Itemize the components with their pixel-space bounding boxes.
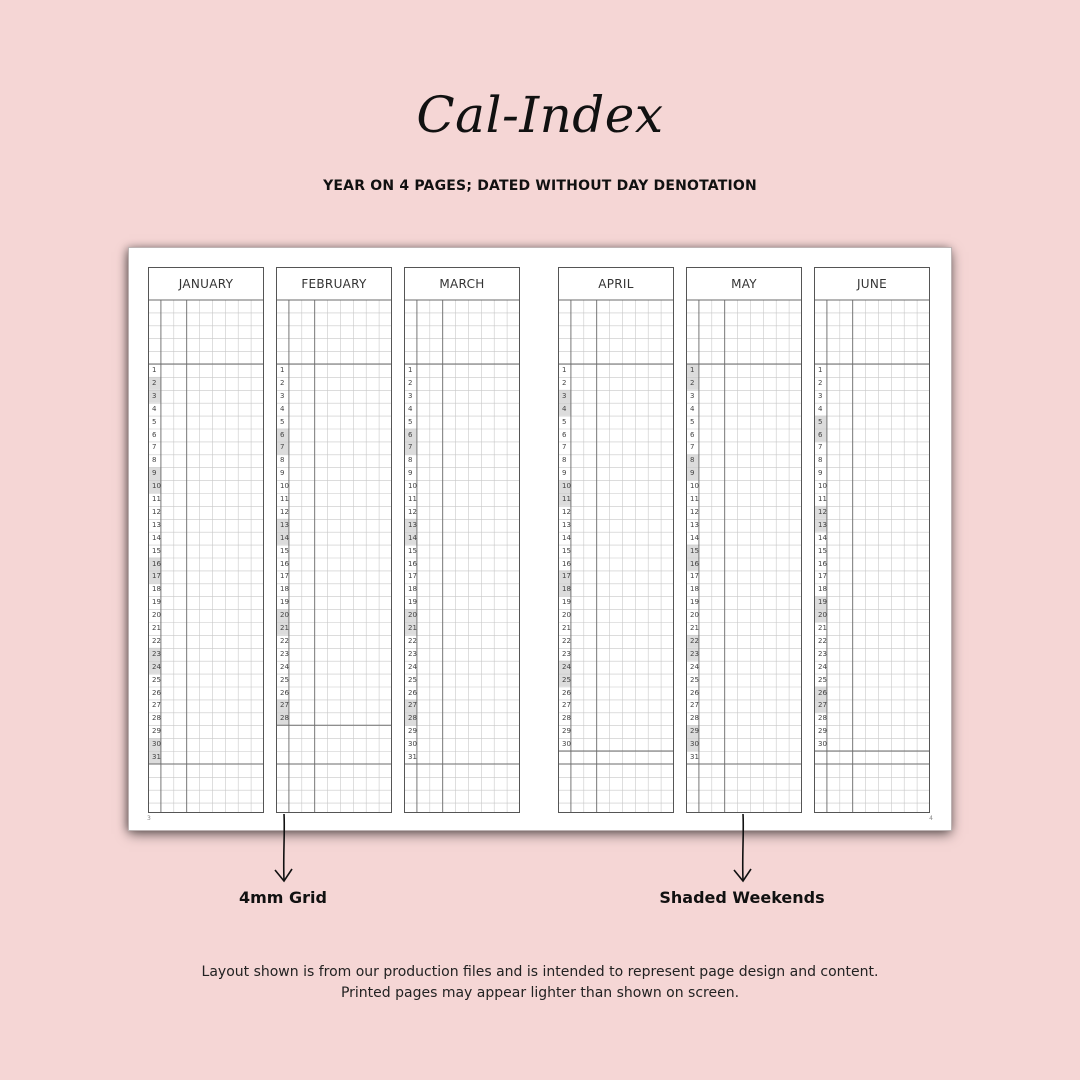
day-number: 20 [562,611,571,620]
day-number: 2 [152,378,157,387]
day-number: 1 [408,366,413,374]
day-number: 16 [408,559,417,568]
day-number: 24 [280,662,289,671]
day-number: 27 [690,701,699,710]
month-column-june [814,267,930,813]
day-number: 10 [408,482,417,491]
day-number: 13 [280,520,289,529]
day-number: 15 [690,546,699,555]
day-number: 22 [562,636,571,645]
day-number: 11 [280,495,289,503]
month-column-march [404,267,520,813]
day-number: 5 [280,417,285,426]
day-number: 22 [818,636,827,645]
day-number: 4 [152,404,157,413]
day-number: 13 [408,520,417,529]
day-number: 15 [152,546,161,555]
day-number: 11 [408,495,417,503]
day-number: 21 [818,624,827,632]
day-number: 9 [152,469,157,478]
day-number: 18 [152,585,161,594]
month-column-january [148,267,264,813]
day-number: 8 [408,456,413,465]
day-number: 17 [152,572,161,581]
day-number: 7 [152,443,157,452]
month-grid [148,267,264,813]
day-number: 25 [280,675,289,684]
day-number: 14 [562,533,571,542]
day-number: 7 [690,443,695,452]
day-number: 4 [690,404,695,413]
day-number: 14 [280,533,289,542]
day-number: 26 [690,688,699,697]
day-number: 17 [690,572,699,581]
day-number: 20 [690,611,699,620]
day-number: 6 [818,430,823,439]
month-name: APRIL [598,277,634,291]
weekends-callout-label: Shaded Weekends [659,888,825,907]
month-column-april [558,267,674,813]
month-grid [558,267,674,813]
day-number: 25 [408,675,417,684]
day-number: 3 [408,391,413,400]
day-number: 24 [818,662,827,671]
day-number: 15 [408,546,417,555]
day-number: 7 [408,443,413,452]
day-number: 24 [152,662,161,671]
footnote-line-2: Printed pages may appear lighter than shown on screen. [340,985,740,1001]
day-number: 26 [818,688,827,697]
day-number: 25 [690,675,699,684]
day-number: 9 [280,469,285,478]
day-number: 22 [408,636,417,645]
day-number: 25 [818,675,827,684]
day-number: 12 [562,507,571,516]
day-number: 20 [152,611,161,620]
day-number: 31 [408,753,417,761]
day-number: 1 [818,366,823,374]
day-number: 8 [280,456,285,465]
month-name: JANUARY [178,277,234,291]
day-number: 28 [152,714,161,723]
day-number: 12 [280,507,289,516]
day-number: 24 [690,662,699,671]
day-number: 23 [280,649,289,658]
month-grid [276,267,392,813]
day-number: 18 [280,585,289,594]
day-number: 7 [280,443,285,452]
day-number: 3 [152,391,157,400]
day-number: 6 [408,430,413,439]
day-number: 27 [562,701,571,710]
day-number: 31 [152,753,161,761]
day-number: 25 [152,675,161,684]
day-number: 10 [280,482,289,491]
day-number: 8 [152,456,157,465]
month-column-february [276,267,392,813]
day-number: 19 [562,598,571,607]
day-number: 14 [408,533,417,542]
day-number: 27 [408,701,417,710]
day-number: 16 [562,559,571,568]
day-number: 4 [408,404,413,413]
day-number: 25 [562,675,571,684]
day-number: 10 [690,482,699,491]
day-number: 21 [152,624,161,632]
planner-spread [129,248,951,830]
day-number: 13 [690,520,699,529]
day-number: 26 [152,688,161,697]
day-number: 6 [152,430,157,439]
day-number: 3 [562,391,567,400]
day-number: 18 [408,585,417,594]
day-number: 16 [152,559,161,568]
day-number: 17 [280,572,289,581]
day-number: 4 [280,404,285,413]
day-number: 13 [818,520,827,529]
month-grid [404,267,520,813]
day-number: 19 [818,598,827,607]
day-number: 10 [818,482,827,491]
day-number: 10 [152,482,161,491]
day-number: 20 [818,611,827,620]
day-number: 30 [818,740,827,749]
day-number: 11 [152,495,161,503]
day-number: 14 [818,533,827,542]
day-number: 6 [562,430,567,439]
arrow-down-icon [731,812,755,884]
day-number: 12 [690,507,699,516]
day-number: 8 [818,456,823,465]
day-number: 20 [408,611,417,620]
day-number: 29 [690,727,699,736]
day-number: 15 [562,546,571,555]
day-number: 2 [408,378,413,387]
day-number: 29 [152,727,161,736]
day-number: 16 [690,559,699,568]
day-number: 17 [408,572,417,581]
page-number-right: 4 [929,815,933,822]
day-number: 9 [408,469,413,478]
grid-callout-label: 4mm Grid [238,888,327,907]
day-number: 16 [818,559,827,568]
day-number: 23 [152,649,161,658]
day-number: 22 [690,636,699,645]
day-number: 13 [152,520,161,529]
month-column-may [686,267,802,813]
day-number: 19 [280,598,289,607]
day-number: 20 [280,611,289,620]
day-number: 5 [562,417,567,426]
day-number: 28 [690,714,699,723]
day-number: 7 [818,443,823,452]
day-number: 12 [408,507,417,516]
day-number: 5 [408,417,413,426]
month-grid [686,267,802,813]
day-number: 11 [818,495,827,503]
day-number: 15 [280,546,289,555]
day-number: 7 [562,443,567,452]
day-number: 28 [562,714,571,723]
day-number: 2 [690,378,695,387]
month-name: FEBRUARY [301,277,367,291]
day-number: 9 [818,469,823,478]
day-number: 1 [562,366,567,374]
day-number: 18 [562,585,571,594]
day-number: 26 [280,688,289,697]
day-number: 22 [280,636,289,645]
day-number: 21 [690,624,699,632]
day-number: 18 [818,585,827,594]
day-number: 5 [818,417,823,426]
day-number: 29 [408,727,417,736]
day-number: 13 [562,520,571,529]
day-number: 23 [562,649,571,658]
day-number: 30 [690,740,699,749]
day-number: 24 [562,662,571,671]
day-number: 2 [280,378,285,387]
day-number: 8 [562,456,567,465]
day-number: 9 [690,469,695,478]
day-number: 1 [280,366,285,374]
day-number: 17 [818,572,827,581]
day-number: 9 [562,469,567,478]
day-number: 22 [152,636,161,645]
day-number: 1 [690,366,695,374]
day-number: 15 [818,546,827,555]
day-number: 11 [690,495,699,503]
day-number: 28 [408,714,417,723]
day-number: 4 [562,404,567,413]
day-number: 19 [408,598,417,607]
day-number: 30 [152,740,161,749]
day-number: 21 [408,624,417,632]
footnote-line-1: Layout shown is from our production files and is intended to represent page design and content. [201,964,879,980]
day-number: 29 [818,727,827,736]
month-name: JUNE [856,277,888,291]
day-number: 5 [152,417,157,426]
month-name: MARCH [439,277,485,291]
page-number-left: 3 [147,815,151,822]
day-number: 27 [152,701,161,710]
day-number: 26 [562,688,571,697]
day-number: 21 [280,624,289,632]
day-number: 17 [562,572,571,581]
day-number: 21 [562,624,571,632]
day-number: 10 [562,482,571,491]
day-number: 11 [562,495,571,503]
day-number: 2 [818,378,823,387]
day-number: 26 [408,688,417,697]
day-number: 28 [818,714,827,723]
day-number: 23 [408,649,417,658]
day-number: 16 [280,559,289,568]
day-number: 3 [280,391,285,400]
arrow-down-icon [272,812,296,884]
day-number: 31 [690,753,699,761]
day-number: 1 [152,366,157,374]
day-number: 2 [562,378,567,387]
day-number: 23 [690,649,699,658]
day-number: 28 [280,714,289,723]
day-number: 3 [818,391,823,400]
day-number: 14 [152,533,161,542]
day-number: 29 [562,727,571,736]
day-number: 5 [690,417,695,426]
day-number: 8 [690,456,695,465]
day-number: 12 [818,507,827,516]
day-number: 6 [280,430,285,439]
month-grid [814,267,930,813]
day-number: 18 [690,585,699,594]
day-number: 14 [690,533,699,542]
day-number: 3 [690,391,695,400]
day-number: 23 [818,649,827,658]
day-number: 30 [562,740,571,749]
day-number: 19 [690,598,699,607]
day-number: 6 [690,430,695,439]
day-number: 12 [152,507,161,516]
month-name: MAY [731,277,757,291]
day-number: 30 [408,740,417,749]
day-number: 27 [280,701,289,710]
page-title: Cal-Index [416,86,664,144]
day-number: 4 [818,404,823,413]
day-number: 24 [408,662,417,671]
page-subtitle: YEAR ON 4 PAGES; DATED WITHOUT DAY DENOTATION [323,178,757,194]
day-number: 27 [818,701,827,710]
day-number: 19 [152,598,161,607]
